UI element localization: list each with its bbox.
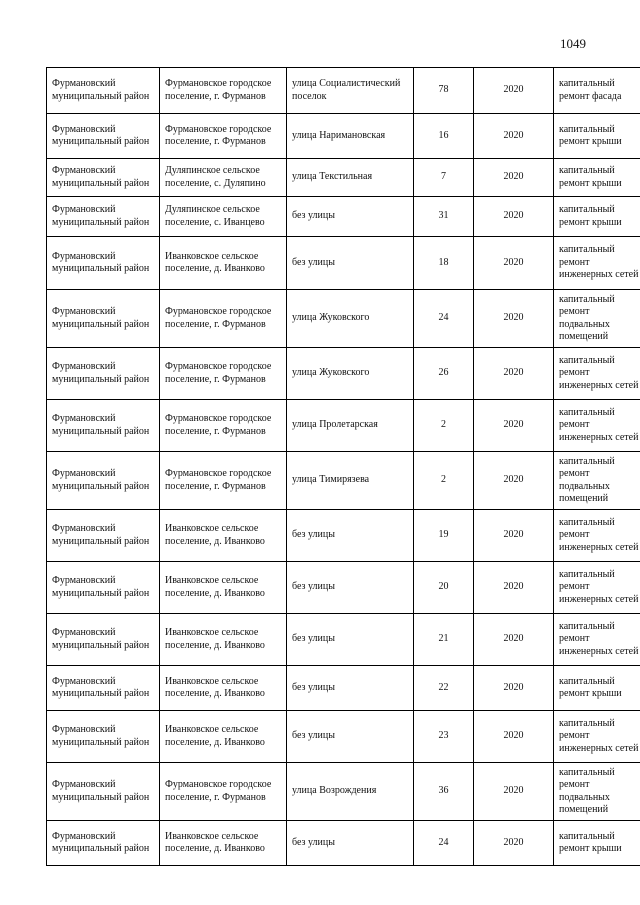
year-cell: 2020 (474, 348, 554, 400)
year-cell: 2020 (474, 290, 554, 348)
table-row (47, 290, 640, 348)
district-cell: Фурмановский муниципальный район (47, 562, 160, 614)
table-row (47, 821, 640, 866)
work-type-cell: капитальный ремонт подвальных помещений (554, 452, 640, 510)
district-cell: Фурмановский муниципальный район (47, 821, 160, 866)
street-cell: улица Текстильная (287, 159, 414, 197)
table-row (47, 237, 640, 290)
year-cell: 2020 (474, 400, 554, 452)
table-row (47, 614, 640, 666)
settlement-cell: Дуляпинское сельское поселение, с. Иванцево (160, 197, 287, 237)
district-cell: Фурмановский муниципальный район (47, 237, 160, 290)
street-cell: улица Пролетарская (287, 400, 414, 452)
house-number-cell: 18 (414, 237, 474, 290)
table-row (47, 452, 640, 510)
year-cell: 2020 (474, 711, 554, 763)
settlement-cell: Фурмановское городское поселение, г. Фурманов (160, 290, 287, 348)
district-cell: Фурмановский муниципальный район (47, 197, 160, 237)
work-type-cell: капитальный ремонт инженерных сетей (554, 711, 640, 763)
work-type-cell: капитальный ремонт инженерных сетей (554, 614, 640, 666)
year-cell: 2020 (474, 159, 554, 197)
settlement-cell: Иванковское сельское поселение, д. Иванково (160, 821, 287, 866)
table-row (47, 68, 640, 114)
settlement-cell: Иванковское сельское поселение, д. Иванково (160, 237, 287, 290)
house-number-cell: 16 (414, 114, 474, 159)
settlement-cell: Иванковское сельское поселение, д. Иванково (160, 614, 287, 666)
year-cell: 2020 (474, 237, 554, 290)
settlement-cell: Иванковское сельское поселение, д. Иванково (160, 510, 287, 562)
street-cell: улица Возрождения (287, 763, 414, 821)
year-cell: 2020 (474, 614, 554, 666)
district-cell: Фурмановский муниципальный район (47, 452, 160, 510)
street-cell: без улицы (287, 711, 414, 763)
year-cell: 2020 (474, 68, 554, 114)
table-row (47, 562, 640, 614)
table-row (47, 711, 640, 763)
table-row (47, 159, 640, 197)
settlement-cell: Фурмановское городское поселение, г. Фурманов (160, 400, 287, 452)
house-number-cell: 23 (414, 711, 474, 763)
house-number-cell: 24 (414, 290, 474, 348)
year-cell: 2020 (474, 666, 554, 711)
work-type-cell: капитальный ремонт крыши (554, 159, 640, 197)
page-number: 1049 (560, 36, 586, 51)
year-cell: 2020 (474, 821, 554, 866)
settlement-cell: Иванковское сельское поселение, д. Иванково (160, 711, 287, 763)
street-cell: без улицы (287, 666, 414, 711)
work-type-cell: капитальный ремонт инженерных сетей (554, 400, 640, 452)
street-cell: без улицы (287, 197, 414, 237)
district-cell: Фурмановский муниципальный район (47, 114, 160, 159)
table-row (47, 666, 640, 711)
house-number-cell: 2 (414, 452, 474, 510)
work-type-cell: капитальный ремонт крыши (554, 821, 640, 866)
street-cell: без улицы (287, 562, 414, 614)
year-cell: 2020 (474, 197, 554, 237)
street-cell: улица Жуковского (287, 348, 414, 400)
house-number-cell: 78 (414, 68, 474, 114)
year-cell: 2020 (474, 562, 554, 614)
district-cell: Фурмановский муниципальный район (47, 68, 160, 114)
work-type-cell: капитальный ремонт крыши (554, 666, 640, 711)
year-cell: 2020 (474, 510, 554, 562)
settlement-cell: Фурмановское городское поселение, г. Фурманов (160, 348, 287, 400)
repair-schedule-table (46, 67, 640, 866)
street-cell: улица Тимирязева (287, 452, 414, 510)
house-number-cell: 21 (414, 614, 474, 666)
district-cell: Фурмановский муниципальный район (47, 348, 160, 400)
district-cell: Фурмановский муниципальный район (47, 510, 160, 562)
district-cell: Фурмановский муниципальный район (47, 159, 160, 197)
house-number-cell: 31 (414, 197, 474, 237)
table-row (47, 197, 640, 237)
house-number-cell: 26 (414, 348, 474, 400)
table-row (47, 763, 640, 821)
district-cell: Фурмановский муниципальный район (47, 400, 160, 452)
district-cell: Фурмановский муниципальный район (47, 614, 160, 666)
street-cell: без улицы (287, 821, 414, 866)
work-type-cell: капитальный ремонт подвальных помещений (554, 290, 640, 348)
work-type-cell: капитальный ремонт крыши (554, 114, 640, 159)
district-cell: Фурмановский муниципальный район (47, 711, 160, 763)
work-type-cell: капитальный ремонт крыши (554, 197, 640, 237)
work-type-cell: капитальный ремонт фасада (554, 68, 640, 114)
district-cell: Фурмановский муниципальный район (47, 666, 160, 711)
district-cell: Фурмановский муниципальный район (47, 290, 160, 348)
work-type-cell: капитальный ремонт подвальных помещений (554, 763, 640, 821)
street-cell: без улицы (287, 510, 414, 562)
work-type-cell: капитальный ремонт инженерных сетей (554, 510, 640, 562)
house-number-cell: 19 (414, 510, 474, 562)
settlement-cell: Дуляпинское сельское поселение, с. Дуляпино (160, 159, 287, 197)
house-number-cell: 22 (414, 666, 474, 711)
street-cell: улица Жуковского (287, 290, 414, 348)
settlement-cell: Фурмановское городское поселение, г. Фурманов (160, 763, 287, 821)
house-number-cell: 2 (414, 400, 474, 452)
table-row (47, 510, 640, 562)
table-row (47, 348, 640, 400)
table-row (47, 400, 640, 452)
house-number-cell: 7 (414, 159, 474, 197)
house-number-cell: 36 (414, 763, 474, 821)
work-type-cell: капитальный ремонт инженерных сетей (554, 348, 640, 400)
street-cell: без улицы (287, 614, 414, 666)
settlement-cell: Иванковское сельское поселение, д. Иванково (160, 666, 287, 711)
street-cell: улица Социалистический поселок (287, 68, 414, 114)
district-cell: Фурмановский муниципальный район (47, 763, 160, 821)
settlement-cell: Фурмановское городское поселение, г. Фурманов (160, 68, 287, 114)
year-cell: 2020 (474, 452, 554, 510)
work-type-cell: капитальный ремонт инженерных сетей (554, 237, 640, 290)
year-cell: 2020 (474, 114, 554, 159)
settlement-cell: Фурмановское городское поселение, г. Фурманов (160, 114, 287, 159)
year-cell: 2020 (474, 763, 554, 821)
work-type-cell: капитальный ремонт инженерных сетей (554, 562, 640, 614)
settlement-cell: Фурмановское городское поселение, г. Фурманов (160, 452, 287, 510)
house-number-cell: 20 (414, 562, 474, 614)
settlement-cell: Иванковское сельское поселение, д. Иванково (160, 562, 287, 614)
street-cell: без улицы (287, 237, 414, 290)
street-cell: улица Наримановская (287, 114, 414, 159)
house-number-cell: 24 (414, 821, 474, 866)
table-row (47, 114, 640, 159)
